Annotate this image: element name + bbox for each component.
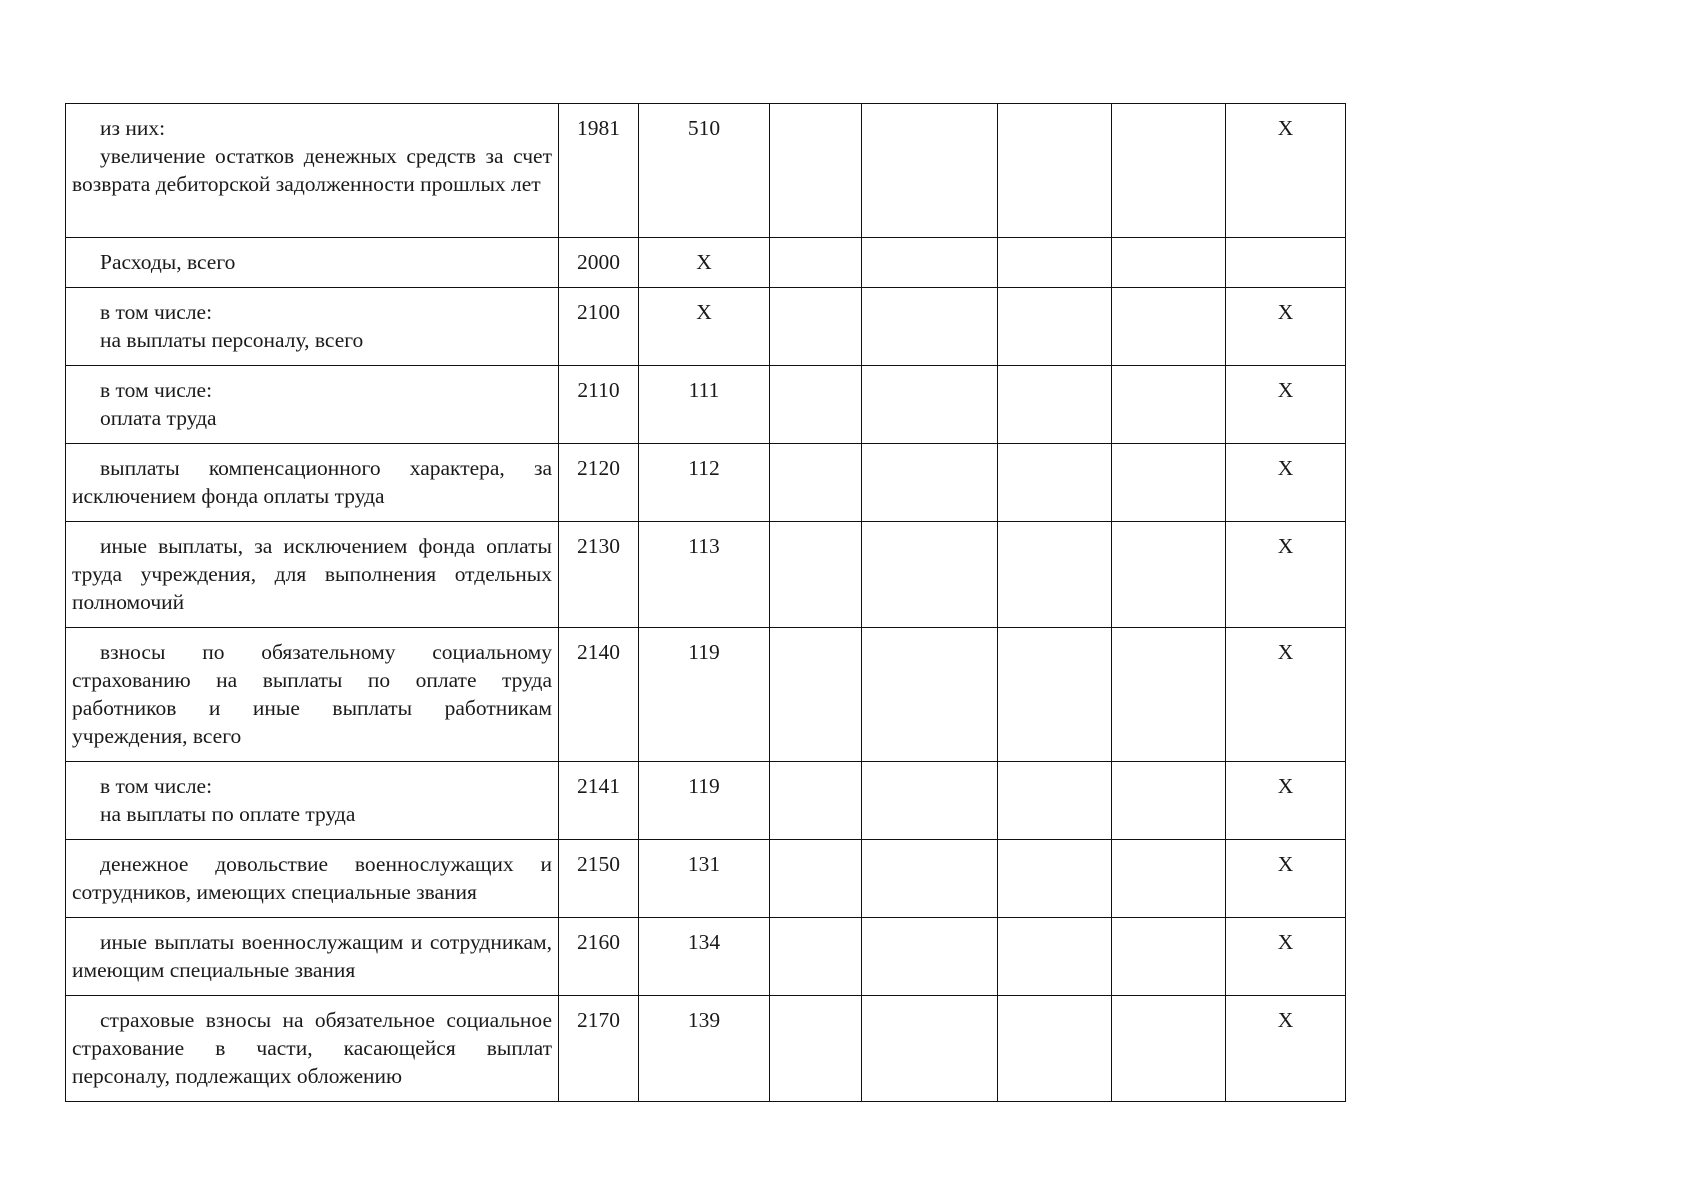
row-last-cell: X (1226, 840, 1346, 918)
row-last-cell: X (1226, 996, 1346, 1102)
row-last-cell: X (1226, 918, 1346, 996)
row-empty-cell-1 (770, 238, 862, 288)
row-name-cell (66, 918, 559, 996)
row-name-line: иные выплаты военнослужащим и сотрудникам, имеющим специальные звания (72, 930, 552, 982)
row-kbk-cell: 134 (639, 918, 770, 996)
row-kbk-cell: 119 (639, 762, 770, 840)
row-kbk-cell: 139 (639, 996, 770, 1102)
row-code-cell: 2130 (559, 522, 639, 628)
row-last-cell: X (1226, 628, 1346, 762)
row-empty-cell-3 (998, 288, 1112, 366)
row-name-line: в том числе: (100, 378, 213, 402)
row-empty-cell-4 (1112, 840, 1226, 918)
table-row (66, 996, 1346, 1102)
row-name-line: выплаты компенсационного характера, за исключением фонда оплаты труда (72, 456, 552, 508)
row-name-line: на выплаты персоналу, всего (100, 328, 364, 352)
table-row (66, 628, 1346, 762)
row-empty-cell-3 (998, 996, 1112, 1102)
row-name-line: увеличение остатков денежных средств за счет возврата дебиторской задолженности прошлых лет (72, 144, 552, 196)
table-row (66, 104, 1346, 238)
row-empty-cell-1 (770, 444, 862, 522)
row-kbk-cell: X (639, 238, 770, 288)
row-empty-cell-2 (862, 238, 998, 288)
row-last-cell: X (1226, 444, 1346, 522)
row-empty-cell-3 (998, 762, 1112, 840)
row-empty-cell-3 (998, 366, 1112, 444)
row-empty-cell-1 (770, 288, 862, 366)
row-last-cell: X (1226, 366, 1346, 444)
row-last-cell: X (1226, 288, 1346, 366)
row-empty-cell-2 (862, 996, 998, 1102)
row-empty-cell-4 (1112, 288, 1226, 366)
row-code-cell: 2150 (559, 840, 639, 918)
row-empty-cell-2 (862, 288, 998, 366)
row-last-cell: X (1226, 762, 1346, 840)
row-name-cell (66, 288, 559, 366)
row-empty-cell-1 (770, 840, 862, 918)
budget-table (65, 103, 1346, 1102)
row-name-cell (66, 762, 559, 840)
row-name-line: Расходы, всего (100, 250, 236, 274)
row-empty-cell-2 (862, 104, 998, 238)
table-row (66, 762, 1346, 840)
row-last-cell (1226, 238, 1346, 288)
row-empty-cell-3 (998, 522, 1112, 628)
row-kbk-cell: 510 (639, 104, 770, 238)
row-empty-cell-3 (998, 628, 1112, 762)
row-name-cell (66, 238, 559, 288)
row-code-cell: 2170 (559, 996, 639, 1102)
row-name-line: оплата труда (100, 406, 217, 430)
row-empty-cell-1 (770, 522, 862, 628)
row-name-cell (66, 840, 559, 918)
row-empty-cell-2 (862, 628, 998, 762)
row-code-cell: 2000 (559, 238, 639, 288)
row-empty-cell-3 (998, 840, 1112, 918)
row-empty-cell-4 (1112, 444, 1226, 522)
row-empty-cell-1 (770, 628, 862, 762)
row-empty-cell-4 (1112, 996, 1226, 1102)
table-row (66, 366, 1346, 444)
row-empty-cell-1 (770, 104, 862, 238)
row-last-cell: X (1226, 522, 1346, 628)
row-empty-cell-3 (998, 238, 1112, 288)
row-empty-cell-1 (770, 918, 862, 996)
row-empty-cell-4 (1112, 918, 1226, 996)
row-empty-cell-4 (1112, 762, 1226, 840)
row-code-cell: 1981 (559, 104, 639, 238)
row-empty-cell-4 (1112, 366, 1226, 444)
table-body (66, 104, 1346, 1102)
row-empty-cell-4 (1112, 104, 1226, 238)
table-row (66, 918, 1346, 996)
row-last-cell: X (1226, 104, 1346, 238)
row-name-line: страховые взносы на обязательное социальное страхование в части, касающейся выплат персоналу, подлежащих обложению (72, 1008, 552, 1088)
row-kbk-cell: 111 (639, 366, 770, 444)
row-kbk-cell: 131 (639, 840, 770, 918)
row-empty-cell-4 (1112, 628, 1226, 762)
row-empty-cell-2 (862, 918, 998, 996)
row-name-line: в том числе: (100, 774, 213, 798)
table-row (66, 522, 1346, 628)
table-row (66, 840, 1346, 918)
row-kbk-cell: X (639, 288, 770, 366)
row-empty-cell-3 (998, 444, 1112, 522)
row-code-cell: 2141 (559, 762, 639, 840)
row-name-cell (66, 444, 559, 522)
row-code-cell: 2110 (559, 366, 639, 444)
row-empty-cell-2 (862, 366, 998, 444)
row-code-cell: 2100 (559, 288, 639, 366)
row-name-line: взносы по обязательному социальному страхованию на выплаты по оплате труда работников и иные выплаты работникам учреждения, всего (72, 640, 552, 748)
row-name-cell (66, 628, 559, 762)
row-empty-cell-1 (770, 366, 862, 444)
row-name-cell (66, 366, 559, 444)
row-kbk-cell: 119 (639, 628, 770, 762)
table-row (66, 444, 1346, 522)
table-row (66, 288, 1346, 366)
row-code-cell: 2160 (559, 918, 639, 996)
row-name-line: в том числе: (100, 300, 213, 324)
row-code-cell: 2120 (559, 444, 639, 522)
row-code-cell: 2140 (559, 628, 639, 762)
row-empty-cell-2 (862, 522, 998, 628)
row-empty-cell-2 (862, 444, 998, 522)
row-empty-cell-3 (998, 918, 1112, 996)
row-name-line: из них: (100, 116, 166, 140)
row-name-line: денежное довольствие военнослужащих и сотрудников, имеющих специальные звания (72, 852, 552, 904)
row-kbk-cell: 113 (639, 522, 770, 628)
row-name-cell (66, 104, 559, 238)
row-name-line: иные выплаты, за исключением фонда оплаты труда учреждения, для выполнения отдельных полномочий (72, 534, 552, 614)
row-empty-cell-2 (862, 840, 998, 918)
row-empty-cell-2 (862, 762, 998, 840)
row-empty-cell-4 (1112, 238, 1226, 288)
row-kbk-cell: 112 (639, 444, 770, 522)
row-name-line: на выплаты по оплате труда (100, 802, 356, 826)
row-name-cell (66, 522, 559, 628)
row-empty-cell-1 (770, 762, 862, 840)
row-empty-cell-4 (1112, 522, 1226, 628)
row-empty-cell-1 (770, 996, 862, 1102)
table-row (66, 238, 1346, 288)
row-name-cell (66, 996, 559, 1102)
row-empty-cell-3 (998, 104, 1112, 238)
